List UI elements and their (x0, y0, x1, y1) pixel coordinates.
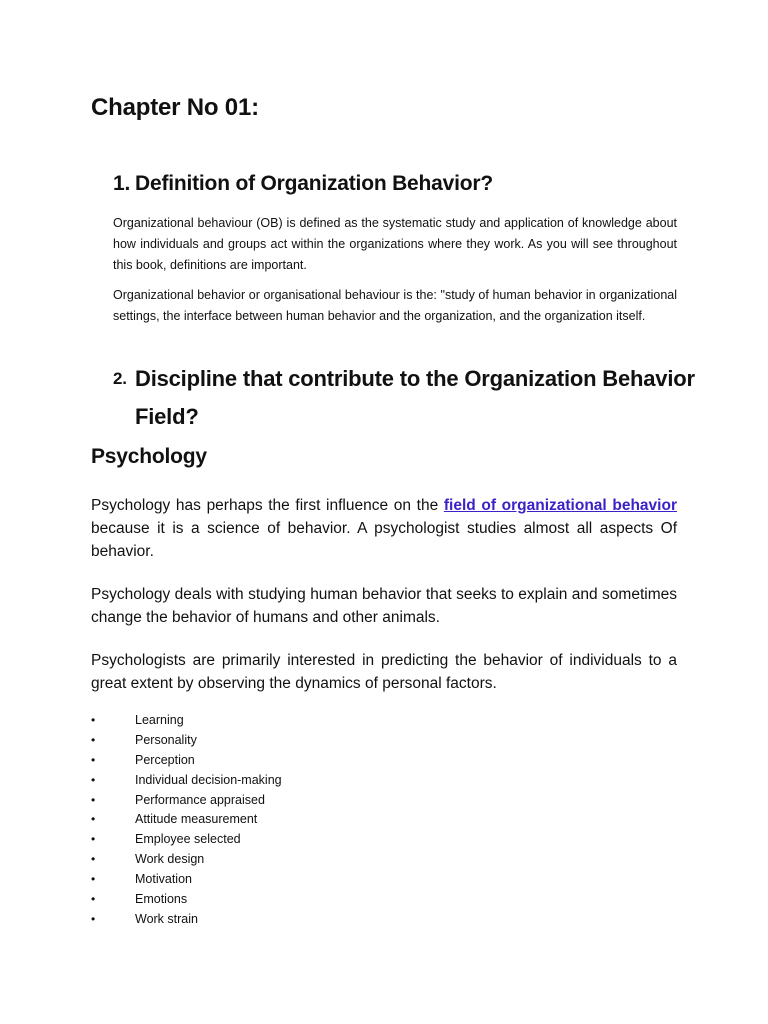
bullet-icon: • (91, 792, 96, 807)
bullet-icon: • (91, 892, 96, 907)
bullet-icon: • (91, 752, 96, 767)
psychology-paragraph: Psychologists are primarily interested in predicting the behavior of individuals to a great extent by observing the dynamics of personal factors. (91, 652, 677, 692)
bullet-icon: • (91, 713, 96, 727)
field-of-ob-link[interactable]: field of organizational behavior (443, 497, 677, 514)
paragraph-text: because it is a science of behavior. A psychologist studies almost all aspects Of behavior. (91, 520, 677, 560)
bullet-icon: • (91, 732, 96, 747)
bullet-icon: • (91, 852, 96, 867)
psychology-heading: Psychology (91, 445, 207, 468)
bullet-icon: • (91, 812, 96, 827)
list-item-label: Work strain (135, 911, 198, 926)
bullet-icon: • (91, 832, 96, 847)
psychology-paragraph: Psychology deals with studying human behavior that seeks to explain and sometimes change the behavior of humans and other animals. (91, 586, 677, 626)
bullet-icon: • (91, 911, 96, 926)
paragraph-text: Psychology has perhaps the first influence on the (91, 497, 444, 514)
list-item-label: Learning (135, 713, 184, 727)
list-item-label: Work design (135, 852, 205, 867)
section-number: 2. (113, 369, 127, 388)
section-heading-definition (113, 172, 493, 196)
section-heading-text: Discipline that contribute to the Organization Behavior Field? (135, 366, 695, 429)
list-item-label: Employee selected (135, 832, 241, 847)
bullet-icon: • (91, 872, 96, 887)
list-item-label: Performance appraised (135, 792, 265, 807)
list-item-label: Attitude measurement (135, 812, 258, 827)
list-item-label: Motivation (135, 872, 192, 887)
list-item-label: Emotions (135, 892, 188, 907)
bullet-icon: • (91, 772, 96, 787)
section-heading-disciplines (113, 360, 695, 436)
chapter-title: Chapter No 01: (91, 94, 259, 121)
definition-paragraph: Organizational behaviour (OB) is defined as the systematic study and application of knowledge about how individuals and groups act within the organizations where they work. As you will see throughout this book, definitions are important. (113, 216, 677, 272)
list-item-label: Personality (135, 732, 197, 747)
psychology-paragraph (91, 494, 677, 563)
list-item-label: Individual decision-making (135, 772, 282, 787)
section-heading-text: Definition of Organization Behavior? (135, 172, 493, 195)
definition-paragraph: Organizational behavior or organisational behaviour is the: "study of human behavior in organizational settings, the interface between human behavior and the organization, and the organization itself. (113, 288, 677, 323)
list-item-label: Perception (135, 752, 195, 767)
section-number: 1. (113, 172, 131, 195)
